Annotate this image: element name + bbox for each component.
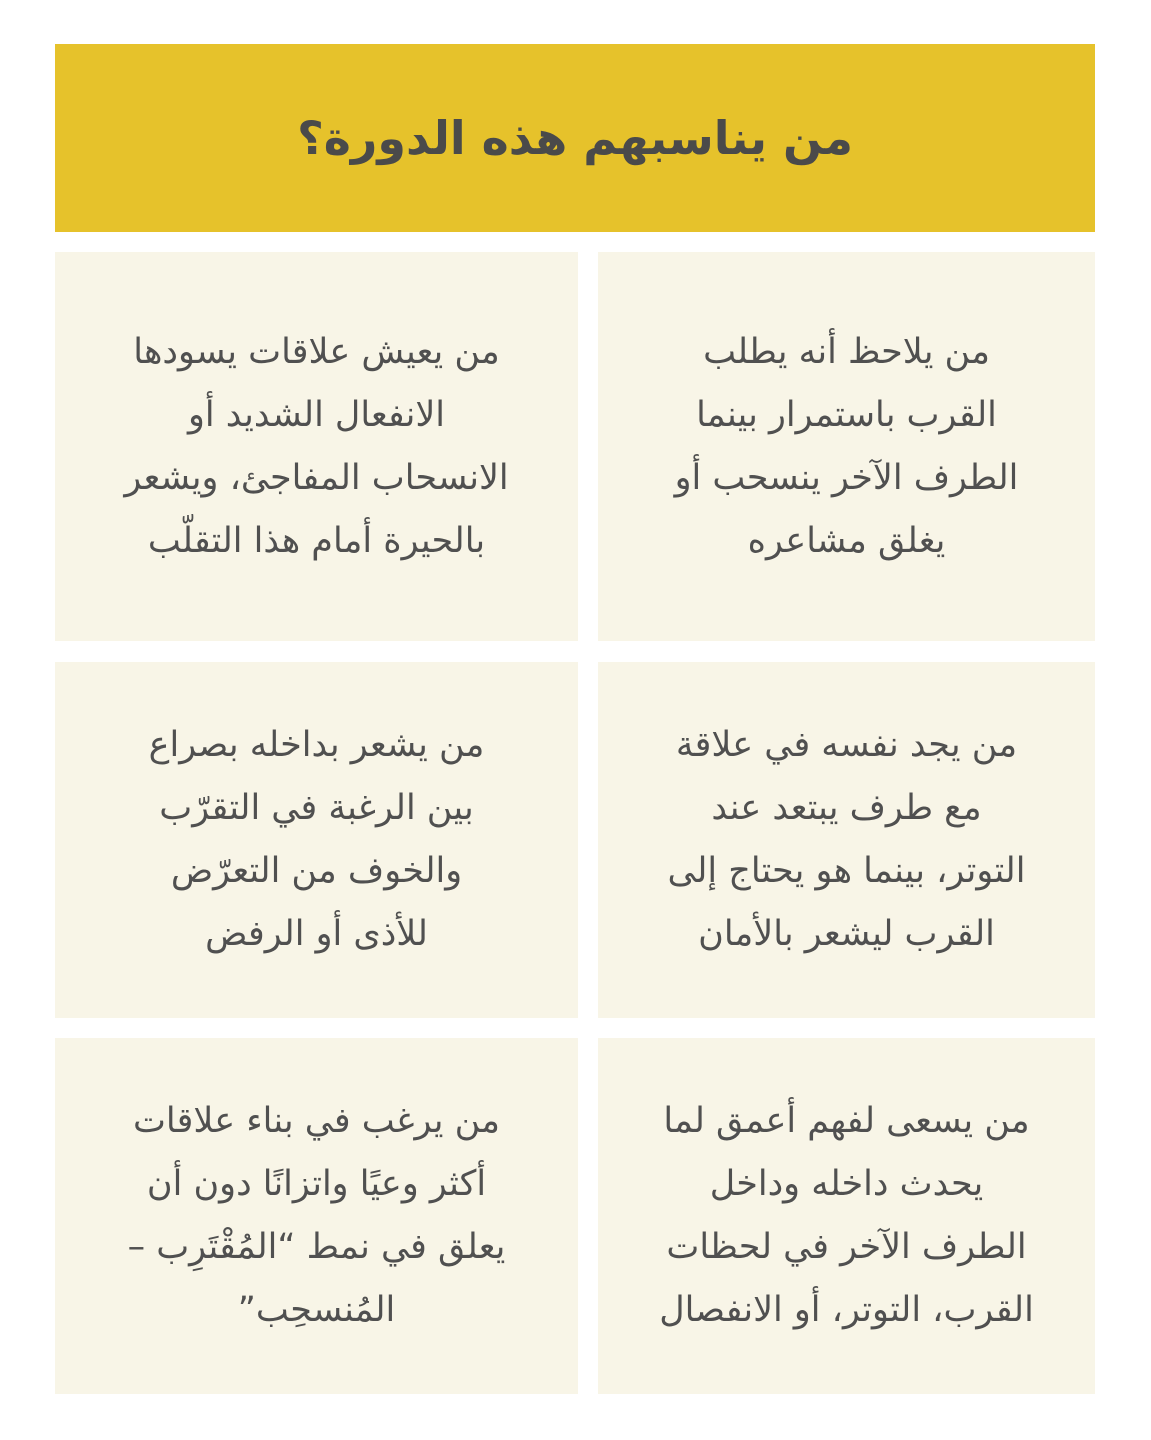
card-line: يغلق مشاعره	[747, 520, 946, 561]
audience-card-4	[55, 662, 578, 1018]
card-line: الطرف الآخر في لحظات	[666, 1227, 1027, 1267]
card-line: التوتر، بينما هو يحتاج إلى	[667, 851, 1026, 891]
card-line: من يرغب في بناء علاقات	[132, 1101, 501, 1141]
audience-card-2	[55, 252, 578, 641]
card-line: القرب ليشعر بالأمان	[698, 914, 995, 954]
card-line: من يشعر بداخله بصراع	[148, 725, 485, 765]
card-line: بين الرغبة في التقرّب	[159, 788, 474, 828]
card-line: من يلاحظ أنه يطلب	[703, 331, 990, 372]
card-line: يحدث داخله وداخل	[709, 1164, 984, 1204]
card-line: أكثر وعيًا واتزانًا دون أن	[146, 1164, 487, 1204]
page-title: من يناسبهم هذه الدورة؟	[297, 111, 853, 165]
card-text	[659, 1090, 1034, 1342]
card-line: القرب، التوتر، أو الانفصال	[659, 1290, 1034, 1330]
card-line: من يعيش علاقات يسودها	[133, 331, 500, 372]
card-line: القرب باستمرار بينما	[696, 394, 997, 435]
card-line: الطرف الآخر ينسحب أو	[674, 457, 1019, 498]
audience-card-1	[598, 252, 1095, 641]
audience-card-3	[598, 662, 1095, 1018]
card-text	[124, 321, 508, 573]
card-line: بالحيرة أمام هذا التقلّب	[147, 520, 486, 561]
card-text	[128, 1090, 506, 1342]
card-line: للأذى أو الرفض	[205, 914, 428, 954]
card-text	[675, 321, 1019, 573]
card-line: الانسحاب المفاجئ، ويشعر	[124, 457, 509, 498]
card-line: الانفعال الشديد أو	[187, 394, 446, 435]
audience-card-5	[598, 1038, 1095, 1394]
card-line: من يسعى لفهم أعمق لما	[663, 1101, 1030, 1141]
card-text	[149, 714, 485, 966]
card-line: من يجد نفسه في علاقة	[675, 725, 1018, 765]
card-line: مع طرف يبتعد عند	[711, 788, 982, 828]
card-text	[668, 714, 1026, 966]
audience-card-6	[55, 1038, 578, 1394]
card-line: يعلق في نمط “المُقْتَرِب –	[127, 1227, 506, 1267]
card-line: والخوف من التعرّض	[170, 851, 463, 891]
page-header	[55, 44, 1095, 232]
card-line: المُنسحِب”	[237, 1290, 396, 1330]
